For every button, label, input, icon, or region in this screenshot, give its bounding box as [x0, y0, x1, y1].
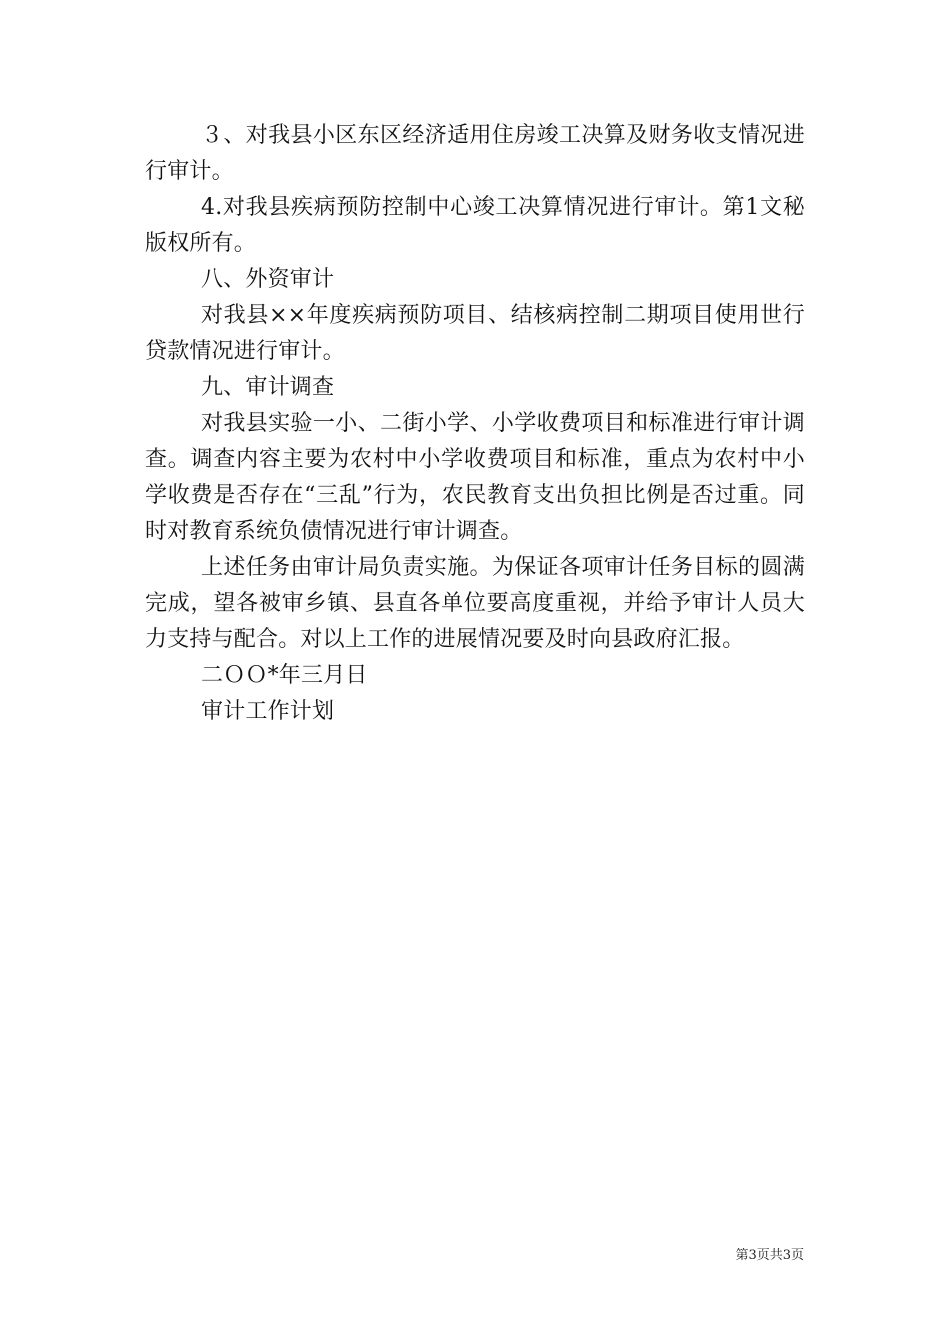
page-number-footer: 第3页共3页: [735, 1248, 804, 1263]
paragraph-implementation: 上述任务由审计局负责实施。为保证各项审计任务目标的圆满完成，望各被审乡镇、县直各单位要高度重视，并给予审计人员大力支持与配合。对以上工作的进展情况要及时向县政府汇报。: [145, 555, 805, 652]
paragraph-item-4-disease-control: 4.对我县疾病预防控制中心竣工决算情况进行审计。第1文秘版权所有。: [145, 195, 805, 256]
section-heading-audit-survey: 九、审计调查: [201, 375, 335, 400]
paragraph-foreign-audit: 对我县××年度疾病预防项目、结核病控制二期项目使用世行贷款情况进行审计。: [145, 303, 805, 364]
document-date: 二ＯＯ*年三月日: [201, 663, 368, 688]
document-trailing-title: 审计工作计划: [201, 699, 335, 724]
paragraph-audit-survey: 对我县实验一小、二街小学、小学收费项目和标准进行审计调查。调查内容主要为农村中小学收费项目和标准，重点为农村中小学收费是否存在“三乱”行为，农民教育支出负担比例是否过重。同时对教育系统负债情况进行审计调查。: [145, 411, 805, 544]
paragraph-item-3-final-accounts: ３、对我县小区东区经济适用住房竣工决算及财务收支情况进行审计。: [145, 123, 805, 184]
section-heading-foreign-audit: 八、外资审计: [201, 267, 335, 292]
document-body: [145, 118, 805, 730]
